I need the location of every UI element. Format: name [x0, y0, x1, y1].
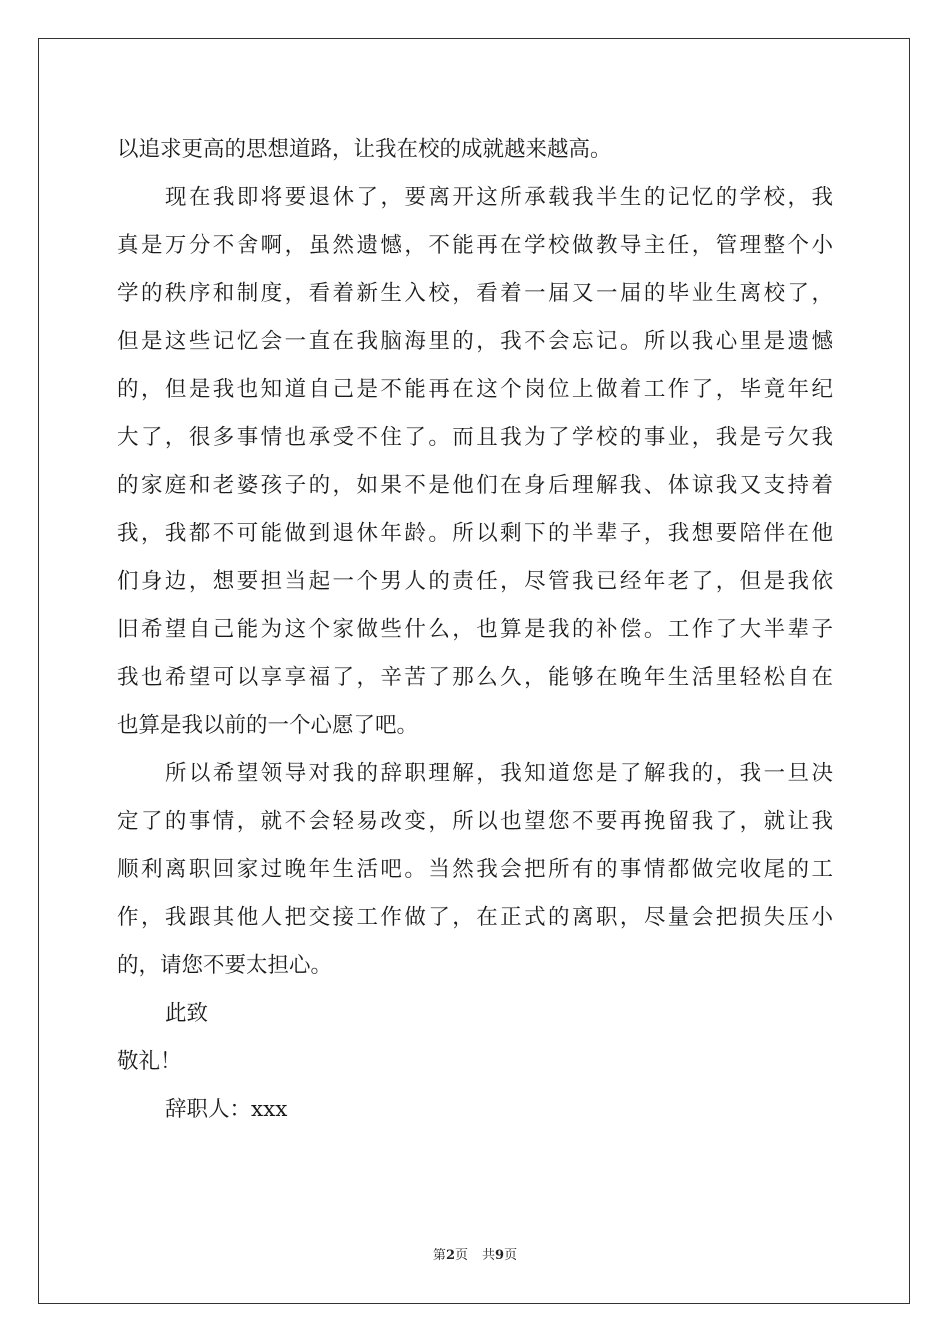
footer-prefix: 第	[432, 1248, 446, 1263]
text-line: 现在我即将要退休了，要离开这所承载我半生的记忆的学校，我	[165, 185, 833, 210]
text-line: 真是万分不舍啊，虽然遗憾，不能再在学校做教导主任，管理整个小	[117, 233, 833, 258]
signature-line: 辞职人：xxx	[165, 1097, 288, 1122]
text-line: 大了，很多事情也承受不住了。而且我为了学校的事业，我是亏欠我	[117, 425, 833, 450]
text-line: 所以希望领导对我的辞职理解，我知道您是了解我的，我一旦决	[165, 761, 833, 786]
page-footer	[0, 1244, 950, 1263]
text-line: 以追求更高的思想道路，让我在校的成就越来越高。	[117, 137, 612, 162]
closing-regards: 敬礼！	[117, 1049, 182, 1074]
text-line: 的，但是我也知道自己是不能再在这个岗位上做着工作了，毕竟年纪	[117, 377, 833, 402]
document-body	[117, 126, 833, 1134]
text-line: 学的秩序和制度，看着新生入校，看着一届又一届的毕业生离校了，	[117, 281, 833, 306]
total-pages-number: 9	[495, 1248, 505, 1263]
text-line: 作，我跟其他人把交接工作做了，在正式的离职，尽量会把损失压小	[117, 905, 833, 930]
text-line: 旧希望自己能为这个家做些什么，也算是我的补偿。工作了大半辈子	[117, 617, 833, 642]
footer-page-word: 页	[454, 1248, 468, 1263]
footer-total-suffix: 页	[504, 1248, 518, 1263]
closing-salutation: 此致	[165, 1001, 209, 1026]
text-line: 我也希望可以享享福了，辛苦了那么久，能够在晚年生活里轻松自在	[117, 665, 833, 690]
text-line: 定了的事情，就不会轻易改变，所以也望您不要再挽留我了，就让我	[117, 809, 833, 834]
text-line: 们身边，想要担当起一个男人的责任，尽管我已经年老了，但是我依	[117, 569, 833, 594]
current-page-number: 2	[445, 1248, 455, 1263]
text-line: 的家庭和老婆孩子的，如果不是他们在身后理解我、体谅我又支持着	[117, 473, 833, 498]
text-line: 但是这些记忆会一直在我脑海里的，我不会忘记。所以我心里是遗憾	[117, 329, 833, 354]
text-line: 的，请您不要太担心。	[117, 953, 333, 978]
text-line: 我，我都不可能做到退休年龄。所以剩下的半辈子，我想要陪伴在他	[117, 521, 833, 546]
text-line: 顺利离职回家过晚年生活吧。当然我会把所有的事情都做完收尾的工	[117, 857, 833, 882]
footer-total-prefix: 共	[482, 1248, 496, 1263]
text-line: 也算是我以前的一个心愿了吧。	[117, 713, 419, 738]
